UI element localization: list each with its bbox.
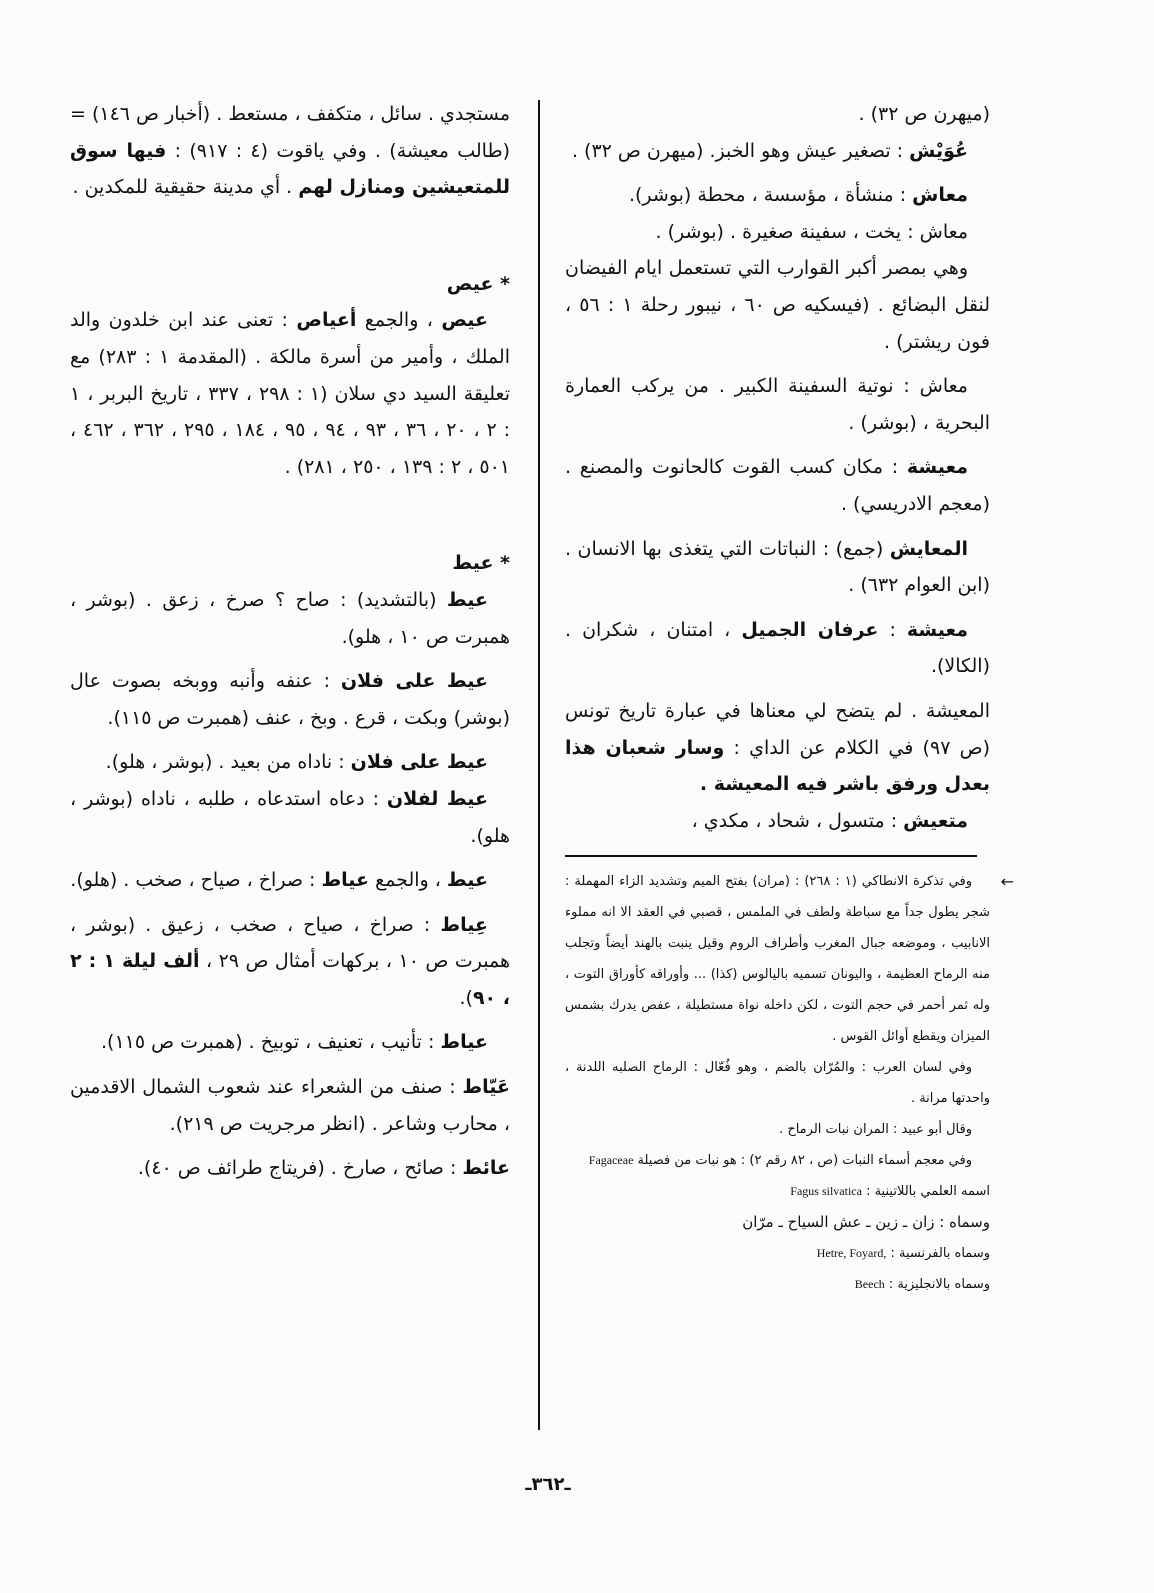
entry-maayesh: المعايش (جمع) : النباتات التي يتغذى بها الانسان . (ابن العوام ٦٣٢) . bbox=[565, 537, 990, 597]
footnote-para: وفي لسان العرب : والمُرّان بالضم ، وهو فُعّال : الرماح الصلبه اللدنة ، واحدتها مرانة . bbox=[565, 1060, 990, 1106]
page-number: ـ٣٦٢ـ bbox=[525, 1474, 571, 1495]
headword: عيط على فلان bbox=[340, 670, 489, 693]
headword: عياط bbox=[440, 1031, 488, 1054]
entry-mutaayesh: متعيش : متسول ، شحاد ، مكدي ، bbox=[691, 809, 968, 832]
entry-owaysh: عُوَيْش : تصغير عيش وهو الخبز. (ميهرن ص ٣٢) . bbox=[571, 139, 968, 162]
headword: عيص bbox=[441, 309, 489, 332]
entry-maisha-1: معيشة : مكان كسب القوت كالحانوت والمصنع . (معجم الادريسي) . bbox=[565, 456, 990, 515]
entry-maash-3: وهي بمصر أكبر القوارب التي تستعمل ايام الفيضان لنقل البضائع . (فيسكيه ص ٦٠ ، نيبور رحلة ١ : ٥٦ ، فون ريشتر) . bbox=[565, 257, 991, 353]
left-column bbox=[70, 96, 510, 1187]
entry-ayyat-5: عيط ، والجمع عياط : صراخ ، صياح ، صخب . (هلو). bbox=[70, 869, 488, 892]
headword: متعيش bbox=[903, 809, 968, 832]
entry-maash-4: معاش : نوتية السفينة الكبير . من يركب العمارة البحرية ، (بوشر) . bbox=[565, 375, 990, 434]
entry-maash-2: معاش : يخت ، سفينة صغيرة . (بوشر) . bbox=[655, 220, 968, 243]
entry-aeit: عائط : صائح ، صارخ . (فريتاج طرائف ص ٤٠). bbox=[137, 1157, 510, 1180]
entry-almaisha: المعيشة . لم يتضح لي معناها في عبارة تاريخ تونس (ص ٩٧) في الكلام عن الداي : وسار شعبان هذا بعدل ورفق باشر فيه المعيشة . bbox=[565, 699, 990, 796]
column-divider bbox=[538, 100, 540, 1430]
headword: عيط bbox=[446, 588, 488, 611]
continuation-para: مستجدي . سائل ، متكفف ، مستعط . (أخبار ص ١٤٦) = (طالب معيشة) . وفي ياقوت (٤ : ٩١٧) : فيها سوق للمتعيشين ومنازل لهم . أي مدينة حقيقية للمكدين . bbox=[70, 103, 511, 199]
entry-iyat-2: عياط : تأنيب ، تعنيف ، توبيخ . (همبرت ص ١١٥). bbox=[100, 1031, 488, 1054]
footnote-para: وقال أبو عبيد : المران نبات الرماح . bbox=[779, 1122, 972, 1137]
headword: عِياط bbox=[440, 913, 488, 936]
headword: عُوَيْش bbox=[909, 139, 968, 162]
entry-ayis: عيص ، والجمع أعياص : تعنى عند ابن خلدون والد الملك ، وأمير من أسرة مالكة . (المقدمة ١ : ٢٨٣) مع تعليقة السيد دي سلان (١ : ٢٩٨ ، ٣٣٧ ، تاريخ البربر ، ١ : ٢ ، ٢٠ ، ٣٦ ، ٩٣ ، ٩٤ ، ٩٥ ، ١٨٤ ، ٢٩٥ ، ٣٦٢ ، ٤٦٢ ، ٥٠١ ، ٢ : ١٣٩ ، ٢٥٠ ، ٢٨١) . bbox=[70, 309, 510, 478]
entry-maisha-2: معيشة : عرفان الجميل ، امتنان ، شكران . (الكالا). bbox=[565, 618, 990, 678]
section-heading-ayis: * عيص bbox=[446, 272, 510, 295]
entry-iyat: عِياط : صراخ ، صياح ، صخب ، زعيق . (بوشر ، همبرت ص ١٠ ، بركهات أمثال ص ٢٩ ، ألف ليلة ١ : ٢ ، ٩٠). bbox=[70, 913, 510, 1009]
footnote-para: اسمه العلمي باللاتينية : Fagus silvatica bbox=[790, 1184, 990, 1199]
headword: عائط bbox=[462, 1157, 510, 1180]
entry-ayyat-3: عيط على فلان : ناداه من بعيد . (بوشر ، هلو). bbox=[105, 751, 488, 774]
headword: عيط لفلان bbox=[386, 787, 488, 810]
entry-maash-1: معاش : منشأة ، مؤسسة ، محطة (بوشر). bbox=[628, 184, 968, 207]
headword: عيط على فلان bbox=[350, 751, 488, 774]
headword: المعايش bbox=[889, 537, 968, 560]
footnote-para: وفي معجم أسماء النبات (ص ، ٨٢ رقم ٢) : هو نبات من فصيلة Fagaceae bbox=[588, 1153, 972, 1168]
entry-line: (ميهرن ص ٣٢) . bbox=[858, 103, 990, 125]
footnote bbox=[565, 866, 1014, 1300]
footnote-para: وسماه بالانجليزية : Beech bbox=[854, 1277, 990, 1292]
headword: معيشة bbox=[906, 618, 969, 641]
entry-ayyat-1: عيط (بالتشديد) : صاح ؟ صرخ ، زعق . (بوشر ، همبرت ص ١٠ ، هلو). bbox=[70, 588, 510, 648]
entry-ayyat-poet: عَيّاط : صنف من الشعراء عند شعوب الشمال الاقدمين ، محارب وشاعر . (انظر مرجريت ص ٢١٩). bbox=[70, 1076, 510, 1135]
headword: عَيّاط bbox=[462, 1076, 510, 1099]
headword: عيط bbox=[446, 869, 488, 892]
entry-ayyat-2: عيط على فلان : عنفه وأنبه ووبخه بصوت عال (بوشر) وبكت ، قرع . وبخ ، عنف (همبرت ص ١١٥). bbox=[70, 670, 510, 729]
right-column bbox=[565, 96, 990, 839]
footnote-para: وفي تذكرة الانطاكي (١ : ٢٦٨) : (مران) بفتح الميم وتشديد الزاء المهملة : شجر يطول جداً مع سباطة ولطف في الملمس ، قصبي في العقد الا انه مملوء الانابيب ، وموضعه جبال المغرب وأطراف الروم وقيل ينبت بالهند أيضاً وتجلب منه الرماح العظيمة ، واليونان تسميه باليالوس (كذا) ... وأوراقه كأوراق التوت ، وله ثمر أحمر في حجم التوت ، لكن داخله نواة مستطيلة ، عفص يدرك بشمس الميزان ويقطع أوائل القوس . bbox=[565, 874, 990, 1044]
footnote-para: وسماه : زان ـ زين ـ عش السياح ـ مرّان bbox=[742, 1213, 990, 1231]
entry-ayyat-4: عيط لفلان : دعاه استدعاه ، طلبه ، ناداه (بوشر ، هلو). bbox=[70, 787, 510, 847]
footnote-para: وسماه بالفرنسية : Hetre, Foyard, bbox=[816, 1246, 990, 1261]
arrow-left-icon: ← bbox=[1000, 872, 1014, 891]
section-heading-ayyat: * عيط bbox=[452, 552, 510, 575]
footnote-rule bbox=[565, 855, 977, 857]
headword: معاش bbox=[912, 184, 968, 207]
headword: معيشة bbox=[906, 456, 968, 479]
